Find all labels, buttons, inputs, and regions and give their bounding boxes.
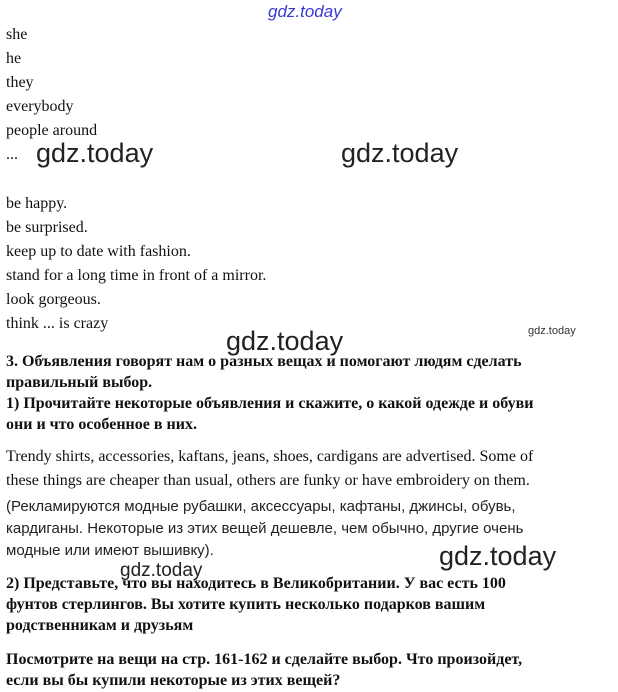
answer-english: Trendy shirts, accessories, kaftans, jeans, shoes, cardigans are advertised. Some of [6,448,534,465]
subtask-1-heading: 1) Прочитайте некоторые объявления и скажите, о какой одежде и обуви [6,395,534,412]
watermark: gdz.today [341,138,459,168]
subject-item: everybody [6,98,74,115]
watermark: gdz.today [120,560,203,581]
subject-item: they [6,74,34,91]
watermark: gdz.today [36,138,154,168]
predicate-item: stand for a long time in front of a mirror. [6,267,267,284]
subject-item: she [6,26,28,43]
subtask-1-heading: они и что особенное в них. [6,416,197,433]
watermark-small: gdz.today [528,325,576,337]
predicate-item: be happy. [6,195,68,212]
answer-russian: кардиганы. Некоторые из этих вещей дешевле, чем обычно, другие очень [6,520,524,537]
subtask-3-heading: если вы бы купили некоторые из этих вещей? [6,672,341,689]
task-heading: правильный выбор. [6,374,153,391]
subject-item: people around [6,122,98,139]
predicate-item: be surprised. [6,219,88,236]
subject-item: ... [6,146,18,163]
watermark: gdz.today [226,326,344,356]
answer-russian: (Рекламируются модные рубашки, аксессуары, кафтаны, джинсы, обувь, [6,498,516,515]
subtask-3-heading: Посмотрите на вещи на стр. 161-162 и сделайте выбор. Что произойдет, [6,651,523,668]
predicate-item: think ... is crazy [6,315,109,332]
answer-english: these things are cheaper than usual, others are funky or have embroidery on them. [6,472,530,489]
subtask-2-heading: фунтов стерлингов. Вы хотите купить несколько подарков вашим [6,596,486,613]
task-heading: 3. Объявления говорят нам о разных вещах и помогают людям сделать [6,353,522,370]
subject-item: he [6,50,22,67]
subtask-2-heading: 2) Представьте, что вы находитесь в Великобритании. У вас есть 100 [6,575,506,592]
subtask-2-heading: родственникам и друзьям [6,617,194,634]
watermark: gdz.today [439,541,557,571]
predicate-item: keep up to date with fashion. [6,243,191,260]
answer-russian: модные или имеют вышивку). [6,542,214,559]
watermark-top: gdz.today [268,2,342,21]
predicate-item: look gorgeous. [6,291,101,308]
